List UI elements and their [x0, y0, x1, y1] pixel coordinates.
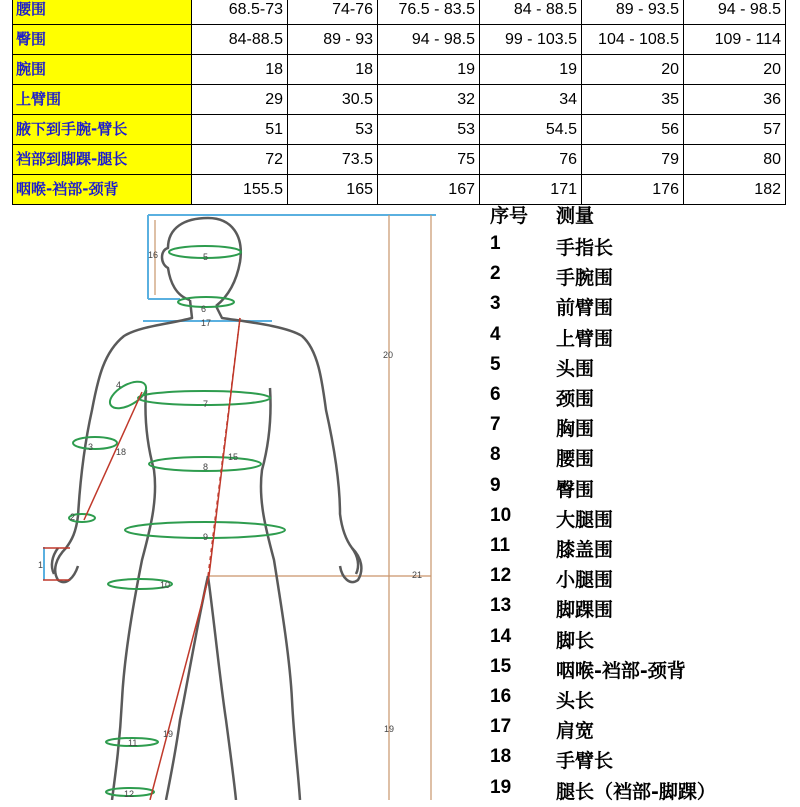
- legend-item-num: 2: [490, 263, 501, 285]
- figure-labels: [38, 250, 422, 799]
- figure-label: 7: [203, 399, 209, 409]
- legend-item-num: 10: [490, 504, 512, 526]
- size-cell: 165: [288, 175, 378, 205]
- size-cell: 18: [192, 55, 288, 85]
- size-cell: 99 - 103.5: [480, 25, 582, 55]
- legend-item-num: 3: [490, 293, 501, 315]
- figure-label: 6: [201, 304, 207, 314]
- figure-label: 21: [412, 570, 423, 580]
- size-cell: 53: [378, 115, 480, 145]
- size-cell: 20: [582, 55, 684, 85]
- size-table-row: [13, 0, 786, 25]
- legend-item-num: 14: [490, 625, 512, 647]
- size-cell: 18: [288, 55, 378, 85]
- figure-label: 12: [124, 789, 135, 799]
- size-table: [12, 0, 786, 205]
- figure-label: 5: [203, 252, 209, 262]
- circumference-lines: [69, 246, 285, 796]
- legend-item-num: 7: [490, 414, 501, 436]
- size-cell: 76: [480, 145, 582, 175]
- size-cell: 84-88.5: [192, 25, 288, 55]
- size-cell: 54.5: [480, 115, 582, 145]
- legend-header-num: 序号: [490, 206, 529, 227]
- legend-item-num: 4: [490, 323, 501, 345]
- size-cell: 30.5: [288, 85, 378, 115]
- legend-item-name: 头长: [556, 690, 595, 712]
- figure-label: 19: [163, 729, 174, 739]
- legend-header-name: 测量: [556, 205, 595, 227]
- legend-item-name: 大腿围: [556, 508, 614, 531]
- body-measurement-figure: [0, 195, 480, 800]
- size-cell: 176: [582, 175, 684, 205]
- size-cell: 84 - 88.5: [480, 0, 582, 25]
- size-cell: 51: [192, 115, 288, 145]
- legend-item-name: 腿长（裆部-脚踝）: [556, 780, 716, 803]
- size-row-label: 腰围: [13, 0, 192, 25]
- figure-label: 2: [70, 512, 76, 522]
- size-cell: 20: [684, 55, 786, 85]
- legend-item-name: 胸围: [556, 418, 595, 441]
- legend-item-name: 上臂围: [556, 327, 614, 350]
- size-cell: 35: [582, 85, 684, 115]
- legend-item-name: 脚长: [556, 629, 595, 652]
- body-outline: [52, 218, 361, 800]
- size-cell: 104 - 108.5: [582, 25, 684, 55]
- size-cell: 182: [684, 175, 786, 205]
- size-row-label: 腋下到手腕-臂长: [13, 115, 192, 145]
- legend-item-num: 18: [490, 746, 512, 768]
- size-row-label: 腕围: [13, 55, 192, 85]
- size-cell: 76.5 - 83.5: [378, 0, 480, 25]
- size-cell: 29: [192, 85, 288, 115]
- legend-item-num: 17: [490, 716, 512, 738]
- size-cell: 53: [288, 115, 378, 145]
- size-cell: 79: [582, 145, 684, 175]
- size-cell: 57: [684, 115, 786, 145]
- size-table-row: [13, 85, 786, 115]
- legend-item-name: 膝盖围: [556, 539, 614, 561]
- legend-item-name: 手指长: [556, 237, 614, 259]
- size-cell: 68.5-73: [192, 0, 288, 25]
- size-cell: 167: [378, 175, 480, 205]
- size-cell: 89 - 93.5: [582, 0, 684, 25]
- size-row-label: 上臂围: [13, 85, 192, 115]
- legend-item-name: 肩宽: [556, 720, 595, 743]
- size-cell: 94 - 98.5: [378, 25, 480, 55]
- size-cell: 73.5: [288, 145, 378, 175]
- legend-item-num: 16: [490, 686, 512, 707]
- legend-item-name: 脚踝围: [556, 599, 614, 622]
- size-cell: 19: [480, 55, 582, 85]
- figure-label: 18: [116, 447, 127, 457]
- size-cell: 72: [192, 145, 288, 175]
- legend-item-name: 头围: [556, 357, 595, 380]
- size-row-label: 裆部到脚踝-腿长: [13, 145, 192, 175]
- size-cell: 74-76: [288, 0, 378, 25]
- size-table-row: [13, 55, 786, 85]
- figure-label: 11: [128, 738, 138, 748]
- legend-item-num: 1: [490, 233, 501, 254]
- legend-item-name: 咽喉-裆部-颈背: [556, 659, 686, 682]
- size-cell: 19: [378, 55, 480, 85]
- size-cell: 171: [480, 175, 582, 205]
- figure-label: 16: [148, 250, 159, 260]
- size-cell: 56: [582, 115, 684, 145]
- size-cell: 75: [378, 145, 480, 175]
- figure-label: 10: [160, 580, 171, 590]
- legend-item-name: 腰围: [556, 448, 595, 471]
- figure-label: 8: [203, 462, 209, 472]
- size-table-row: [13, 115, 786, 145]
- legend-item-name: 臀围: [556, 478, 595, 501]
- legend-item-name: 颈围: [556, 388, 595, 410]
- legend-item-num: 6: [490, 384, 501, 405]
- size-cell: 89 - 93: [288, 25, 378, 55]
- legend-item-num: 13: [490, 595, 512, 617]
- legend-item-num: 9: [490, 474, 501, 496]
- legend-item-num: 19: [490, 776, 512, 798]
- size-cell: 80: [684, 145, 786, 175]
- size-table-row: [13, 25, 786, 55]
- figure-label: 4: [116, 380, 122, 390]
- size-cell: 32: [378, 85, 480, 115]
- size-row-label: 臀围: [13, 25, 192, 55]
- guide-lines: [44, 215, 436, 580]
- figure-label: 20: [383, 350, 394, 360]
- figure-label: 9: [203, 532, 209, 542]
- legend-item-num: 5: [490, 353, 501, 375]
- legend-item-name: 手臂长: [556, 750, 614, 773]
- size-cell: 34: [480, 85, 582, 115]
- legend-item-num: 12: [490, 565, 512, 587]
- size-cell: 155.5: [192, 175, 288, 205]
- legend-item-num: 15: [490, 655, 512, 677]
- size-cell: 94 - 98.5: [684, 0, 786, 25]
- figure-label: 1: [38, 560, 44, 570]
- legend-item-num: 11: [490, 535, 511, 556]
- size-cell: 36: [684, 85, 786, 115]
- legend-item-num: 8: [490, 444, 501, 466]
- figure-label: 17: [201, 318, 212, 328]
- legend-item-name: 前臂围: [556, 297, 614, 320]
- size-cell: 109 - 114: [684, 25, 786, 55]
- size-table-row: [13, 145, 786, 175]
- size-row-label: 咽喉-裆部-颈背: [13, 175, 192, 205]
- legend-item-name: 手腕围: [556, 267, 614, 290]
- legend-item-name: 小腿围: [556, 569, 614, 592]
- figure-label: 15: [228, 452, 239, 462]
- figure-label: 3: [88, 442, 94, 452]
- figure-label: 19: [384, 724, 395, 734]
